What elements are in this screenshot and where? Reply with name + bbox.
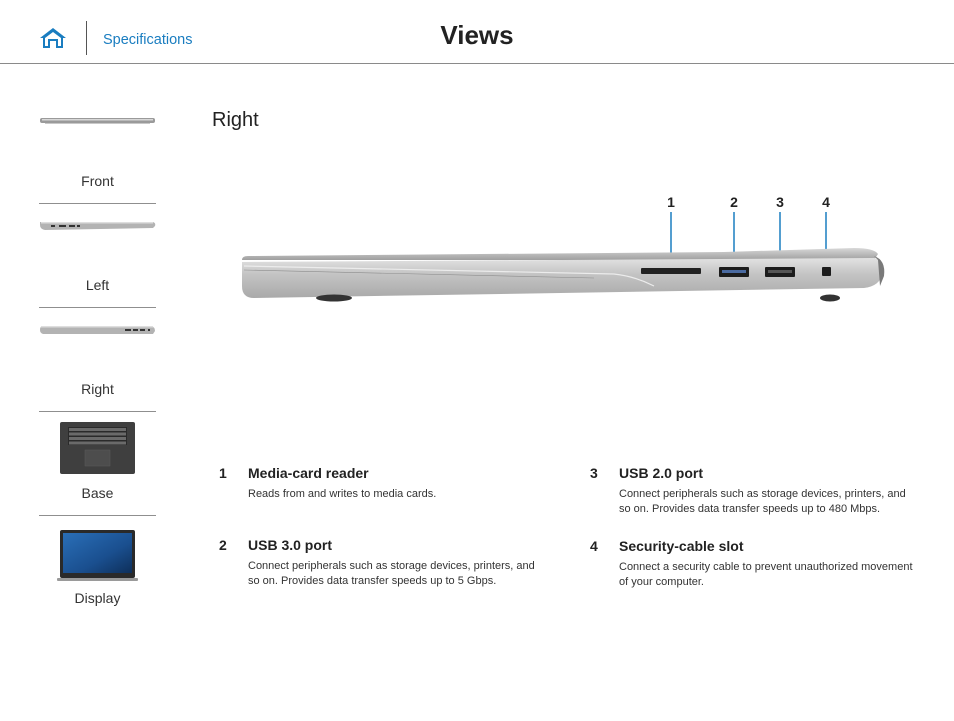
description-text: Connect peripherals such as storage devices, printers, and so on. Provides data transfer speeds up to 5 Gbps. — [248, 560, 535, 587]
sidebar-item-label: Base — [81, 485, 114, 501]
left-view-thumbnail — [39, 204, 156, 274]
header — [0, 0, 954, 64]
rubber-foot — [316, 295, 352, 302]
description-text: Reads from and writes to media cards. — [248, 488, 437, 500]
base-view-thumbnail — [39, 412, 156, 482]
sidebar-item-label: Front — [81, 173, 114, 189]
description-number: 3 — [590, 465, 598, 481]
sidebar-item-front[interactable] — [39, 100, 156, 204]
description-title: Security-cable slot — [619, 538, 744, 554]
rubber-foot — [820, 295, 840, 302]
description-text: Connect peripherals such as storage devices, printers, and so on. Provides data transfer speeds up to 480 Mbps. — [619, 488, 906, 515]
sidebar-item-label: Right — [81, 381, 114, 397]
media-card-reader-port — [641, 268, 701, 274]
description-title: USB 3.0 port — [248, 537, 333, 553]
description-text: Connect a security cable to prevent unauthorized movement of your computer. — [619, 561, 913, 588]
description-number: 1 — [219, 465, 227, 481]
front-view-thumbnail — [39, 100, 156, 170]
callout-number: 2 — [730, 194, 738, 210]
page-title: Views — [440, 20, 514, 50]
description-title: Media-card reader — [248, 465, 369, 481]
sidebar-item-label: Display — [74, 590, 121, 606]
callout-number: 4 — [822, 194, 830, 210]
security-cable-slot — [822, 267, 831, 276]
sidebar-item-base[interactable] — [39, 412, 156, 516]
callout-number: 3 — [776, 194, 784, 210]
right-view-thumbnail — [39, 308, 156, 378]
description-number: 4 — [590, 538, 598, 554]
sidebar-item-display[interactable] — [39, 516, 156, 620]
section-title: Right — [212, 109, 259, 131]
breadcrumb-specifications[interactable]: Specifications — [103, 32, 193, 48]
sidebar-item-label: Left — [85, 277, 110, 293]
description-number: 2 — [219, 537, 227, 553]
callout-number: 1 — [667, 194, 675, 210]
description-title: USB 2.0 port — [619, 465, 704, 481]
sidebar-item-left[interactable] — [39, 204, 156, 308]
sidebar — [39, 100, 156, 620]
laptop-right-side-view — [234, 190, 894, 310]
display-view-thumbnail — [39, 516, 156, 586]
sidebar-item-right[interactable] — [39, 308, 156, 412]
